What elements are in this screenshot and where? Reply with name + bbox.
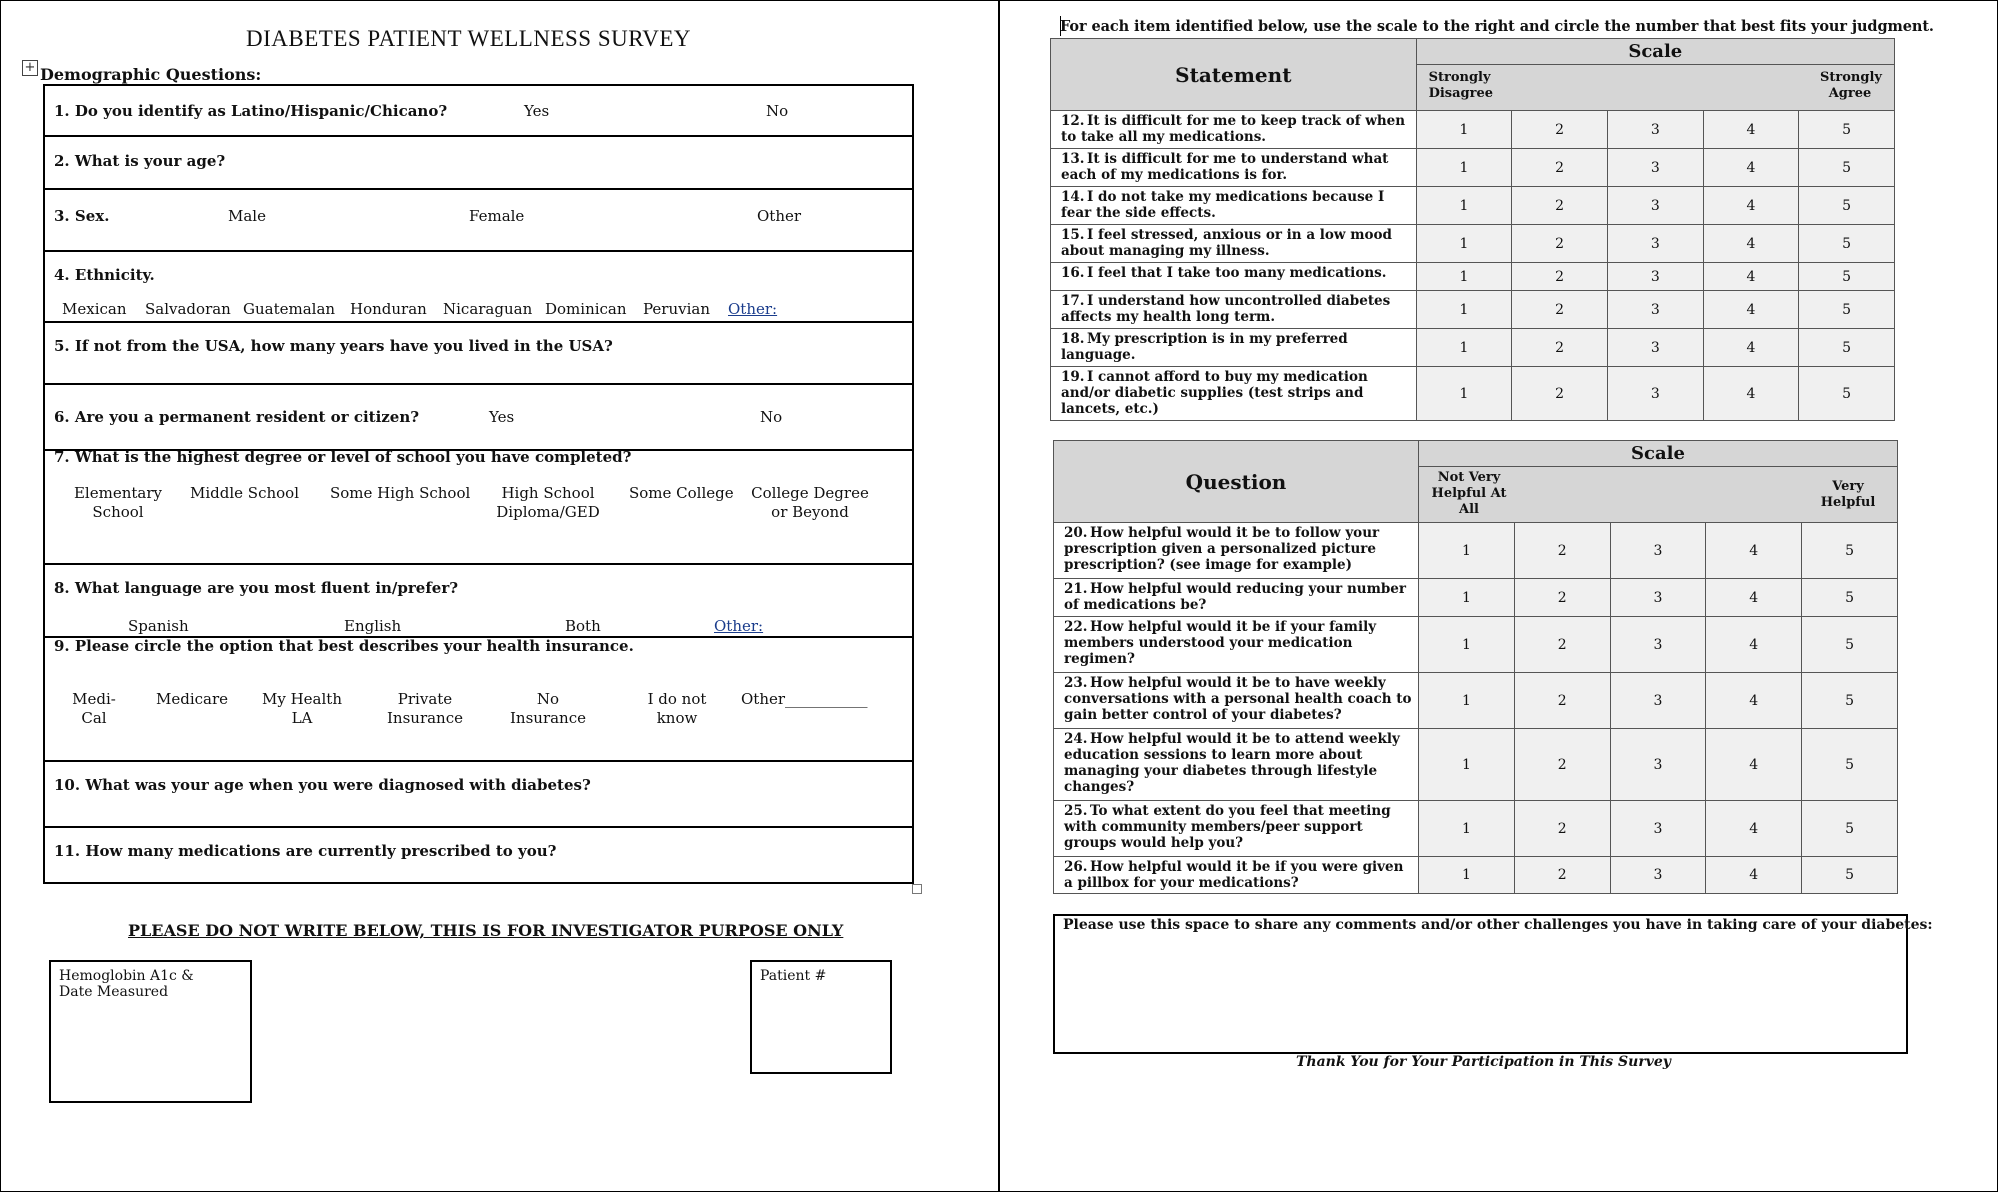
scale-option-2[interactable]: 2 [1514, 523, 1610, 579]
comments-box[interactable] [1053, 914, 1933, 1054]
question-scale-table [1053, 440, 1898, 894]
item-statement: I feel that I take too many medications. [1087, 265, 1387, 281]
option-some-college[interactable]: Some College [629, 484, 734, 502]
option-spanish[interactable]: Spanish [128, 617, 189, 635]
scale-option-1[interactable]: 1 [1416, 111, 1512, 149]
scale-option-3[interactable]: 3 [1610, 801, 1706, 857]
scale-option-1[interactable]: 1 [1419, 579, 1515, 617]
survey-title: DIABETES PATIENT WELLNESS SURVEY [246, 26, 692, 51]
scale-option-1[interactable]: 1 [1419, 673, 1515, 729]
item-text [1054, 523, 1419, 579]
scale-anchor-row [1416, 65, 1894, 111]
option-language-other[interactable]: Other: [714, 617, 764, 635]
scale-option-3[interactable]: 3 [1607, 329, 1703, 367]
item-statement: My prescription is in my preferred language. [1061, 331, 1348, 363]
statement-column-header: Statement [1051, 39, 1417, 111]
likert-row [1051, 263, 1895, 291]
item-text [1054, 579, 1419, 617]
scale-option-3[interactable]: 3 [1610, 729, 1706, 801]
question-row-8 [45, 565, 912, 638]
likert-row [1054, 729, 1898, 801]
scale-option-3[interactable]: 3 [1610, 617, 1706, 673]
scale-option-1[interactable]: 1 [1416, 149, 1512, 187]
item-number: 23. [1064, 675, 1088, 691]
scale-option-5[interactable]: 5 [1799, 329, 1895, 367]
scale-option-1[interactable]: 1 [1419, 729, 1515, 801]
thank-you-note: Thank You for Your Participation in This Survey [1296, 1054, 1671, 1070]
scale-option-1[interactable]: 1 [1419, 857, 1515, 894]
likert-row [1054, 523, 1898, 579]
likert-row [1054, 579, 1898, 617]
item-number: 21. [1064, 581, 1088, 597]
item-text [1054, 729, 1419, 801]
option-ethnicity-other[interactable]: Other: [728, 300, 778, 318]
scale-option-2[interactable]: 2 [1512, 263, 1608, 291]
question-row-7 [45, 448, 912, 565]
option-english[interactable]: English [344, 617, 402, 635]
anchor-strongly-agree: Strongly Agree [1820, 70, 1882, 101]
likert-row [1051, 367, 1895, 421]
scale-option-2[interactable]: 2 [1512, 367, 1608, 421]
scale-option-5[interactable]: 5 [1802, 617, 1898, 673]
scale-option-1[interactable]: 1 [1416, 225, 1512, 263]
scale-option-1[interactable]: 1 [1419, 523, 1515, 579]
scale-option-1[interactable]: 1 [1416, 263, 1512, 291]
item-statement: How helpful would it be to attend weekly education sessions to learn more about managing your diabetes through lifestyle changes? [1064, 731, 1400, 795]
option-male[interactable]: Male [228, 207, 266, 225]
question-column-header: Question [1054, 441, 1419, 523]
item-number: 26. [1064, 859, 1088, 875]
demographic-section-label: Demographic Questions: [40, 65, 262, 84]
scale-option-5[interactable]: 5 [1802, 801, 1898, 857]
scale-option-2[interactable]: 2 [1512, 291, 1608, 329]
item-text [1054, 801, 1419, 857]
item-number: 16. [1061, 265, 1085, 281]
item-statement: I cannot afford to buy my medication and/or diabetic supplies (test strips and lancets, etc.) [1061, 369, 1368, 417]
item-text [1054, 673, 1419, 729]
scale-option-5[interactable]: 5 [1799, 291, 1895, 329]
scale-option-5[interactable]: 5 [1799, 187, 1895, 225]
scale-option-4[interactable]: 4 [1703, 291, 1799, 329]
scale-option-1[interactable]: 1 [1416, 329, 1512, 367]
survey-page-1 [0, 0, 998, 1192]
scale-option-4[interactable]: 4 [1703, 329, 1799, 367]
option-other[interactable]: Other [757, 207, 802, 225]
option-private-insurance[interactable]: Private Insurance [387, 690, 463, 727]
option-no-insurance[interactable]: No Insurance [510, 690, 586, 727]
scale-option-3[interactable]: 3 [1607, 187, 1703, 225]
option-female[interactable]: Female [469, 207, 525, 225]
question-10-text: 10. What was your age when you were diagnosed with diabetes? [54, 776, 591, 794]
scale-option-5[interactable]: 5 [1802, 673, 1898, 729]
option-medicare[interactable]: Medicare [156, 690, 229, 708]
scale-option-3[interactable]: 3 [1607, 225, 1703, 263]
scale-option-4[interactable]: 4 [1706, 729, 1802, 801]
patient-number-box[interactable] [750, 960, 892, 1074]
item-text [1051, 263, 1417, 291]
scale-option-4[interactable]: 4 [1703, 263, 1799, 291]
likert-row [1054, 673, 1898, 729]
scale-option-3[interactable]: 3 [1610, 857, 1706, 894]
scale-option-5[interactable]: 5 [1802, 857, 1898, 894]
option-medi-cal[interactable]: Medi-Cal [72, 690, 116, 727]
item-statement: How helpful would reducing your number of medications be? [1064, 581, 1407, 613]
scale-instructions: For each item identified below, use the scale to the right and circle the number that best fits your judgment. [1060, 18, 1934, 35]
scale-option-1[interactable]: 1 [1416, 291, 1512, 329]
option-salvadoran[interactable]: Salvadoran [145, 300, 231, 318]
option-yes[interactable]: Yes [489, 408, 515, 426]
scale-option-3[interactable]: 3 [1610, 579, 1706, 617]
item-number: 25. [1064, 803, 1088, 819]
scale-option-2[interactable]: 2 [1512, 187, 1608, 225]
item-number: 13. [1061, 151, 1085, 167]
question-row-1 [45, 86, 912, 137]
demographic-questions-table [43, 84, 914, 884]
scale-option-4[interactable]: 4 [1706, 617, 1802, 673]
scale-option-4[interactable]: 4 [1703, 225, 1799, 263]
item-number: 18. [1061, 331, 1085, 347]
item-text [1051, 149, 1417, 187]
question-11-text: 11. How many medications are currently prescribed to you? [54, 842, 557, 860]
item-number: 22. [1064, 619, 1088, 635]
comments-label: Please use this space to share any comments and/or other challenges you have in taking care of your diabetes: [1063, 917, 1933, 933]
option-yes[interactable]: Yes [524, 102, 550, 120]
question-row-11 [45, 828, 912, 886]
survey-page-2 [1000, 0, 1998, 1192]
scale-option-5[interactable]: 5 [1799, 367, 1895, 421]
scale-option-3[interactable]: 3 [1607, 263, 1703, 291]
table-resize-handle[interactable] [912, 884, 922, 894]
option-high-school-diploma[interactable]: High School Diploma/GED [496, 484, 600, 521]
item-number: 15. [1061, 227, 1085, 243]
likert-row [1051, 187, 1895, 225]
option-dominican[interactable]: Dominican [545, 300, 627, 318]
scale-option-4[interactable]: 4 [1706, 523, 1802, 579]
item-statement: How helpful would it be if you were given a pillbox for your medications? [1064, 859, 1404, 891]
option-peruvian[interactable]: Peruvian [643, 300, 711, 318]
question-row-9 [45, 638, 912, 762]
item-number: 19. [1061, 369, 1085, 385]
scale-header: Scale [1416, 39, 1894, 65]
likert-row [1051, 329, 1895, 367]
option-middle-school[interactable]: Middle School [190, 484, 299, 502]
option-do-not-know[interactable]: I do not know [647, 690, 707, 727]
scale-option-5[interactable]: 5 [1799, 225, 1895, 263]
question-row-4 [45, 252, 912, 323]
option-guatemalan[interactable]: Guatemalan [243, 300, 336, 318]
scale-option-2[interactable]: 2 [1514, 579, 1610, 617]
option-no[interactable]: No [766, 102, 789, 120]
likert-row [1051, 225, 1895, 263]
scale-option-2[interactable]: 2 [1512, 111, 1608, 149]
likert-row [1054, 617, 1898, 673]
option-college-degree[interactable]: College Degree or Beyond [751, 484, 869, 521]
question-8-text: 8. What language are you most fluent in/prefer? [54, 579, 459, 597]
scale-option-4[interactable]: 4 [1706, 801, 1802, 857]
item-text [1051, 291, 1417, 329]
question-row-3 [45, 190, 912, 252]
item-text [1054, 617, 1419, 673]
scale-option-5[interactable]: 5 [1799, 263, 1895, 291]
scale-option-2[interactable]: 2 [1514, 729, 1610, 801]
likert-row [1051, 149, 1895, 187]
option-mexican[interactable]: Mexican [62, 300, 127, 318]
scale-anchor-row [1419, 467, 1898, 523]
scale-option-2[interactable]: 2 [1512, 149, 1608, 187]
item-statement: I do not take my medications because I fear the side effects. [1061, 189, 1385, 221]
scale-option-2[interactable]: 2 [1514, 617, 1610, 673]
scale-option-3[interactable]: 3 [1607, 291, 1703, 329]
likert-row [1054, 857, 1898, 894]
scale-option-5[interactable]: 5 [1802, 523, 1898, 579]
option-my-health-la[interactable]: My Health LA [262, 690, 342, 727]
scale-option-3[interactable]: 3 [1607, 111, 1703, 149]
hba1c-label: Hemoglobin A1c & Date Measured [59, 968, 194, 1000]
scale-option-4[interactable]: 4 [1703, 111, 1799, 149]
question-3-text: 3. Sex. [54, 207, 110, 225]
option-no[interactable]: No [760, 408, 783, 426]
item-statement: It is difficult for me to understand what each of my medications is for. [1061, 151, 1389, 183]
scale-option-1[interactable]: 1 [1416, 187, 1512, 225]
likert-row [1051, 111, 1895, 149]
question-1-text: 1. Do you identify as Latino/Hispanic/Chicano? [54, 102, 448, 120]
statement-scale-table [1050, 38, 1895, 421]
item-statement: It is difficult for me to keep track of when to take all my medications. [1061, 113, 1406, 145]
scale-option-2[interactable]: 2 [1512, 329, 1608, 367]
item-text [1051, 367, 1417, 421]
scale-option-3[interactable]: 3 [1610, 523, 1706, 579]
anchor-very-helpful: Very Helpful [1820, 479, 1876, 510]
option-honduran[interactable]: Honduran [350, 300, 427, 318]
scale-option-2[interactable]: 2 [1514, 673, 1610, 729]
item-number: 17. [1061, 293, 1085, 309]
item-statement: How helpful would it be to have weekly conversations with a personal health coach to gain better control of your diabetes? [1064, 675, 1412, 723]
scale-option-4[interactable]: 4 [1703, 187, 1799, 225]
scale-option-3[interactable]: 3 [1607, 367, 1703, 421]
item-text [1054, 857, 1419, 894]
patient-number-label: Patient # [760, 968, 827, 984]
option-insurance-other[interactable]: Other___________ [741, 690, 868, 708]
item-number: 14. [1061, 189, 1085, 205]
scale-option-1[interactable]: 1 [1419, 617, 1515, 673]
hba1c-box[interactable] [49, 960, 252, 1103]
question-4-text: 4. Ethnicity. [54, 266, 155, 284]
scale-option-1[interactable]: 1 [1419, 801, 1515, 857]
item-text [1051, 111, 1417, 149]
item-statement: How helpful would it be to follow your prescription given a personalized picture prescription? (see image for example) [1064, 525, 1380, 573]
scale-option-5[interactable]: 5 [1802, 579, 1898, 617]
question-row-6 [45, 385, 912, 451]
item-statement: I feel stressed, anxious or in a low mood about managing my illness. [1061, 227, 1392, 259]
option-both[interactable]: Both [565, 617, 601, 635]
scale-option-5[interactable]: 5 [1799, 149, 1895, 187]
investigator-note: PLEASE DO NOT WRITE BELOW, THIS IS FOR INVESTIGATOR PURPOSE ONLY [128, 921, 844, 940]
anchor-not-very-helpful: Not Very Helpful At All [1431, 470, 1507, 517]
option-some-high-school[interactable]: Some High School [330, 484, 471, 502]
scale-option-4[interactable]: 4 [1703, 367, 1799, 421]
item-text [1051, 225, 1417, 263]
question-9-text: 9. Please circle the option that best describes your health insurance. [54, 637, 634, 655]
question-row-2 [45, 137, 912, 190]
scale-option-4[interactable]: 4 [1706, 857, 1802, 894]
item-text [1051, 187, 1417, 225]
item-statement: To what extent do you feel that meeting with community members/peer support groups would help you? [1064, 803, 1391, 851]
table-move-handle-icon[interactable]: + [22, 60, 38, 76]
question-7-text: 7. What is the highest degree or level of school you have completed? [54, 448, 632, 466]
question-5-text: 5. If not from the USA, how many years have you lived in the USA? [54, 337, 613, 355]
scale-option-4[interactable]: 4 [1706, 579, 1802, 617]
scale-option-5[interactable]: 5 [1799, 111, 1895, 149]
question-6-text: 6. Are you a permanent resident or citizen? [54, 408, 420, 426]
scale-option-3[interactable]: 3 [1607, 149, 1703, 187]
scale-option-4[interactable]: 4 [1703, 149, 1799, 187]
scale-option-2[interactable]: 2 [1512, 225, 1608, 263]
item-number: 20. [1064, 525, 1088, 541]
scale-header: Scale [1419, 441, 1898, 467]
item-statement: I understand how uncontrolled diabetes affects my health long term. [1061, 293, 1391, 325]
scale-option-2[interactable]: 2 [1514, 801, 1610, 857]
scale-option-3[interactable]: 3 [1610, 673, 1706, 729]
question-row-10 [45, 762, 912, 828]
scale-option-2[interactable]: 2 [1514, 857, 1610, 894]
option-nicaraguan[interactable]: Nicaraguan [443, 300, 533, 318]
scale-option-1[interactable]: 1 [1416, 367, 1512, 421]
question-row-5 [45, 323, 912, 385]
item-number: 12. [1061, 113, 1085, 129]
item-statement: How helpful would it be if your family members understood your medication regimen? [1064, 619, 1377, 667]
question-2-text: 2. What is your age? [54, 152, 226, 170]
item-text [1051, 329, 1417, 367]
anchor-strongly-disagree: Strongly Disagree [1428, 70, 1494, 101]
option-elementary-school[interactable]: Elementary School [73, 484, 162, 521]
scale-option-5[interactable]: 5 [1802, 729, 1898, 801]
likert-row [1051, 291, 1895, 329]
likert-row [1054, 801, 1898, 857]
item-number: 24. [1064, 731, 1088, 747]
scale-option-4[interactable]: 4 [1706, 673, 1802, 729]
